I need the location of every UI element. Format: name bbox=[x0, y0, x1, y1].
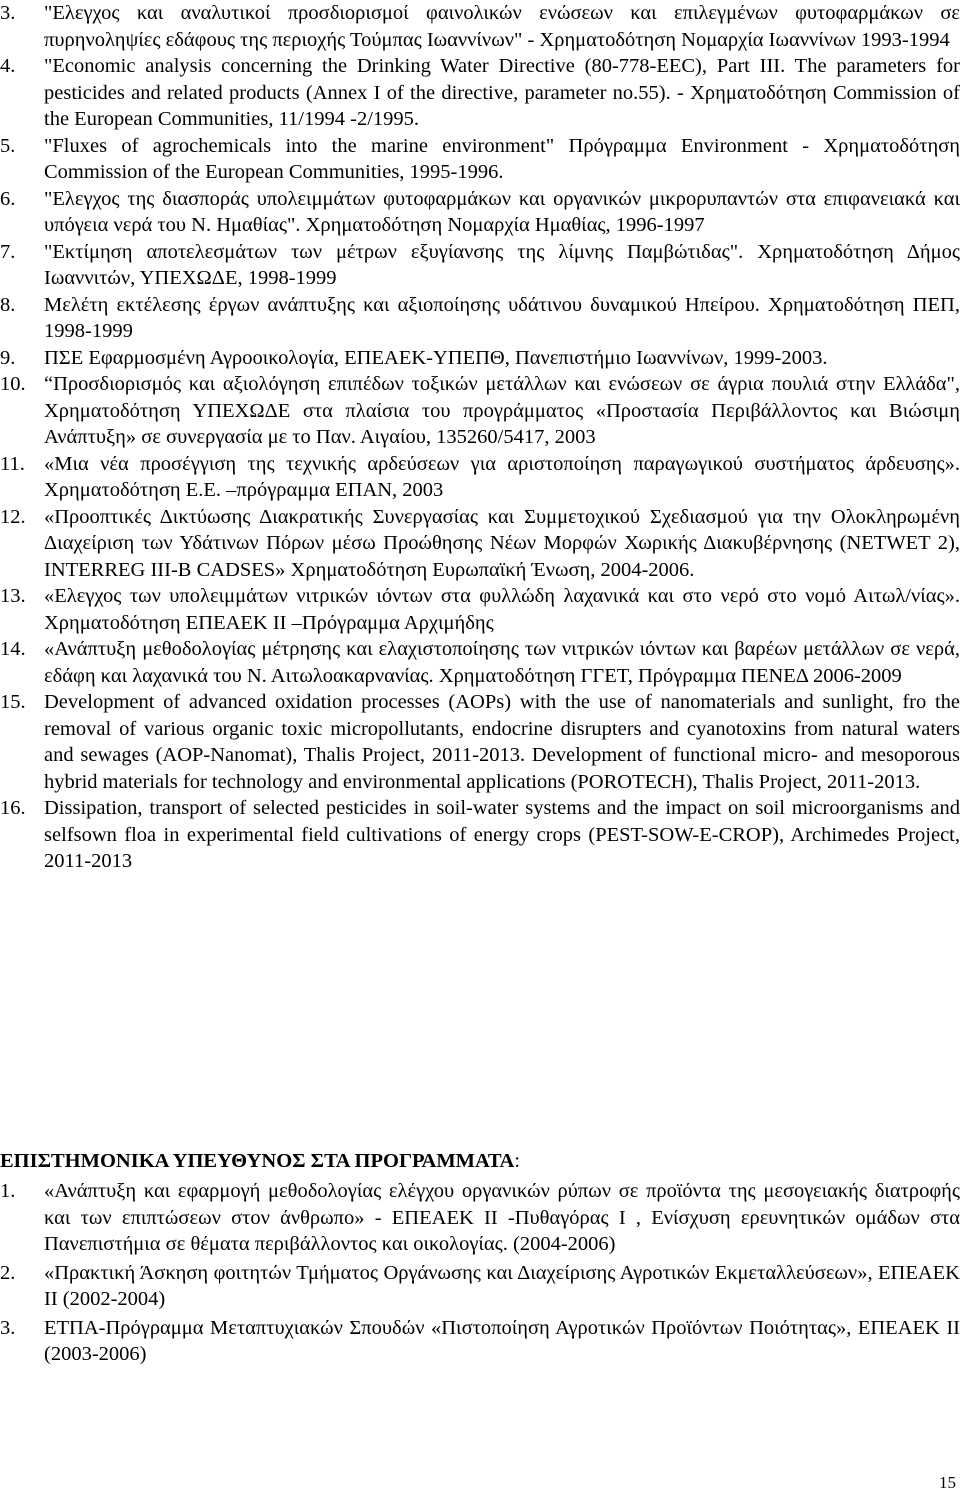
list-item bbox=[0, 1260, 960, 1313]
item-text: «Πρακτική Άσκηση φοιτητών Τμήματος Οργάνωσης και Διαχείρισης Αγροτικών Εκμεταλλεύσεων», ΕΠΕΑΕΚ ΙΙ (2002-2004) bbox=[44, 1261, 960, 1310]
item-number: 8. bbox=[0, 293, 16, 316]
item-number: 13. bbox=[0, 585, 26, 607]
item-number: 10. bbox=[0, 373, 26, 395]
list-item bbox=[0, 689, 960, 795]
item-number: 11. bbox=[0, 452, 25, 475]
item-text: "Economic analysis concerning the Drinking Water Directive (80-778-EEC), Part III. The parameters for pesticides and related products (Annex I of the directive, parameter no.55). - Χρηματοδότηση Commission of the European Communities, 11/1994 -2/1995. bbox=[44, 55, 960, 130]
item-number: 6. bbox=[0, 187, 16, 210]
item-text: ΕΤΠΑ-Πρόγραμμα Μεταπτυχιακών Σπουδών «Πιστοποίηση Αγροτικών Προϊόντων Ποιότητας», ΕΠΕΑΕΚ ΙΙ (2003-2006) bbox=[44, 1316, 960, 1365]
list-item bbox=[0, 0, 960, 53]
item-text: "Ελεγχος και αναλυτικοί προσδιορισμοί φαινολικών ενώσεων και επιλεγμένων φυτοφαρμάκων σε πυρηνοληψίες εδάφους της περιοχής Τούμπας Ιωαννίνων" - Χρηματοδότηση Νομαρχία Ιωαννίνων 1993-1994 bbox=[44, 2, 960, 51]
item-text: Development of advanced oxidation processes (AOPs) with the use of nanomaterials and sunlight, fro the removal of various organic toxic micropollutants, endocrine disrupters and cyanotoxins from natural waters and sewages (AOP-Nanomat), Thalis Project, 2011-2013. Development of functional micro- and mesoporous hybrid materials for technology and environmental applications (POROTECH), Thalis Project, 2011-2013. bbox=[44, 691, 960, 793]
list-item bbox=[0, 583, 960, 636]
list-item bbox=[0, 504, 960, 584]
item-number: 16. bbox=[0, 797, 26, 819]
page-number: 15 bbox=[939, 1473, 956, 1492]
item-text: "Εκτίμηση αποτελεσμάτων των μέτρων εξυγίανσης της λίμνης Παμβώτιδας". Χρηματοδότηση Δήμος Ιωαννιτών, ΥΠΕΧΩΔΕ, 1998-1999 bbox=[44, 240, 960, 289]
item-text: «Προοπτικές Δικτύωσης Διακρατικής Συνεργασίας και Συμμετοχικού Σχεδιασμού για την Ολοκληρωμένη Διαχείριση των Υδάτινων Πόρων μέσω Προώθησης Νέων Μορφών Χωρικής Διακυβέρνησης (NETWET 2), INTERREG III-B CADSES» Χρηματοδότηση Ευρωπαϊκή Ένωση, 2004-2006. bbox=[44, 505, 960, 581]
list-item bbox=[0, 53, 960, 133]
list-item bbox=[0, 1178, 960, 1258]
item-text: «Μια νέα προσέγγιση της τεχνικής αρδεύσεων για αριστοποίηση παραγωγικού συστήματος άρδευσης». Χρηματοδότηση Ε.Ε. –πρόγραμμα ΕΠΑΝ, 2003 bbox=[44, 452, 960, 501]
item-text: «Ανάπτυξη μεθοδολογίας μέτρησης και ελαχιστοποίησης των νιτρικών ιόντων και βαρέων μετάλλων σε νερά, εδάφη και λαχανικά του Ν. Αιτωλοακαρνανίας. Χρηματοδότηση ΓΓΕΤ, Πρόγραμμα ΠΕΝΕΔ 2006-2009 bbox=[44, 638, 960, 687]
item-text: "Fluxes of agrochemicals into the marine environment" Πρόγραμμα Environment - Χρηματοδότηση Commission of the European Communities, 1995-1996. bbox=[44, 134, 960, 183]
item-number: 3. bbox=[0, 1316, 16, 1339]
list-item bbox=[0, 1315, 960, 1368]
list-item bbox=[0, 371, 960, 451]
item-text: «Ελεγχος των υπολειμμάτων νιτρικών ιόντων στα φυλλώδη λαχανικά και στο νερό στο νομό Αιτωλ/νίας». Χρηματοδότηση ΕΠΕΑΕΚ ΙΙ –Πρόγραμμα Αρχιμήδης bbox=[44, 585, 960, 634]
item-number: 9. bbox=[0, 346, 16, 369]
item-number: 4. bbox=[0, 55, 16, 77]
list-item bbox=[0, 133, 960, 186]
item-number: 14. bbox=[0, 638, 26, 660]
item-number: 12. bbox=[0, 505, 26, 528]
section-heading-text: ΕΠΙΣΤΗΜΟΝΙΚΑ ΥΠΕΥΘΥΝΟΣ ΣΤΑ ΠΡΟΓΡΑΜΜΑΤΑ bbox=[0, 1150, 515, 1172]
item-number: 2. bbox=[0, 1261, 16, 1284]
list-item bbox=[0, 345, 960, 372]
item-text: Μελέτη εκτέλεσης έργων ανάπτυξης και αξιοποίησης υδάτινου δυναμικού Ηπείρου. Χρηματοδότηση ΠΕΠ, 1998-1999 bbox=[44, 293, 960, 342]
list-item bbox=[0, 292, 960, 345]
item-text: ΠΣΕ Εφαρμοσμένη Αγροοικολογία, ΕΠΕΑΕΚ-ΥΠΕΠΘ, Πανεπιστήμιο Ιωαννίνων, 1999-2003. bbox=[44, 346, 828, 369]
item-text: Dissipation, transport of selected pesticides in soil-water systems and the impact on soil microorganisms and selfsown floa in experimental field cultivations of energy crops (PEST-SOW-E-CROP), Archimedes Project, 2011-2013 bbox=[44, 797, 960, 872]
item-text: “Προσδιορισμός και αξιολόγηση επιπέδων τοξικών μετάλλων και ενώσεων σε άγρια πουλιά στην Ελλάδα", Χρηματοδότηση ΥΠΕΧΩΔΕ στα πλαίσια του προγράμματος «Προστασία Περιβάλλοντος και Βιώσιμη Ανάπτυξη» σε συνεργασία με το Παν. Αιγαίου, 135260/5417, 2003 bbox=[44, 373, 960, 448]
list-item bbox=[0, 795, 960, 875]
item-number: 3. bbox=[0, 2, 16, 24]
item-number: 15. bbox=[0, 691, 26, 713]
section-heading bbox=[0, 1148, 520, 1175]
item-number: 1. bbox=[0, 1180, 16, 1202]
list-item bbox=[0, 239, 960, 292]
section-heading-colon: : bbox=[514, 1150, 521, 1172]
list-item bbox=[0, 636, 960, 689]
list-item bbox=[0, 186, 960, 239]
item-text: «Ανάπτυξη και εφαρμογή μεθοδολογίας ελέγχου οργανικών ρύπων σε προϊόντα της μεσογειακής διατροφής και των επιπτώσεων στον άνθρωπο» - ΕΠΕΑΕΚ ΙΙ -Πυθαγόρας Ι , Ενίσχυση ερευνητικών ομάδων στα Πανεπιστήμια σε θέματα περιβάλλοντος και οικολογίας. (2004-2006) bbox=[44, 1180, 960, 1255]
responsible-project-list bbox=[0, 1178, 960, 1370]
list-item bbox=[0, 451, 960, 504]
item-text: "Ελεγχος της διασποράς υπολειμμάτων φυτοφαρμάκων και οργανικών μικρορυπαντών στα επιφανειακά και υπόγεια νερά του Ν. Ημαθίας". Χρηματοδότηση Νομαρχία Ημαθίας, 1996-1997 bbox=[44, 187, 960, 236]
item-number: 7. bbox=[0, 240, 16, 263]
item-number: 5. bbox=[0, 134, 16, 157]
